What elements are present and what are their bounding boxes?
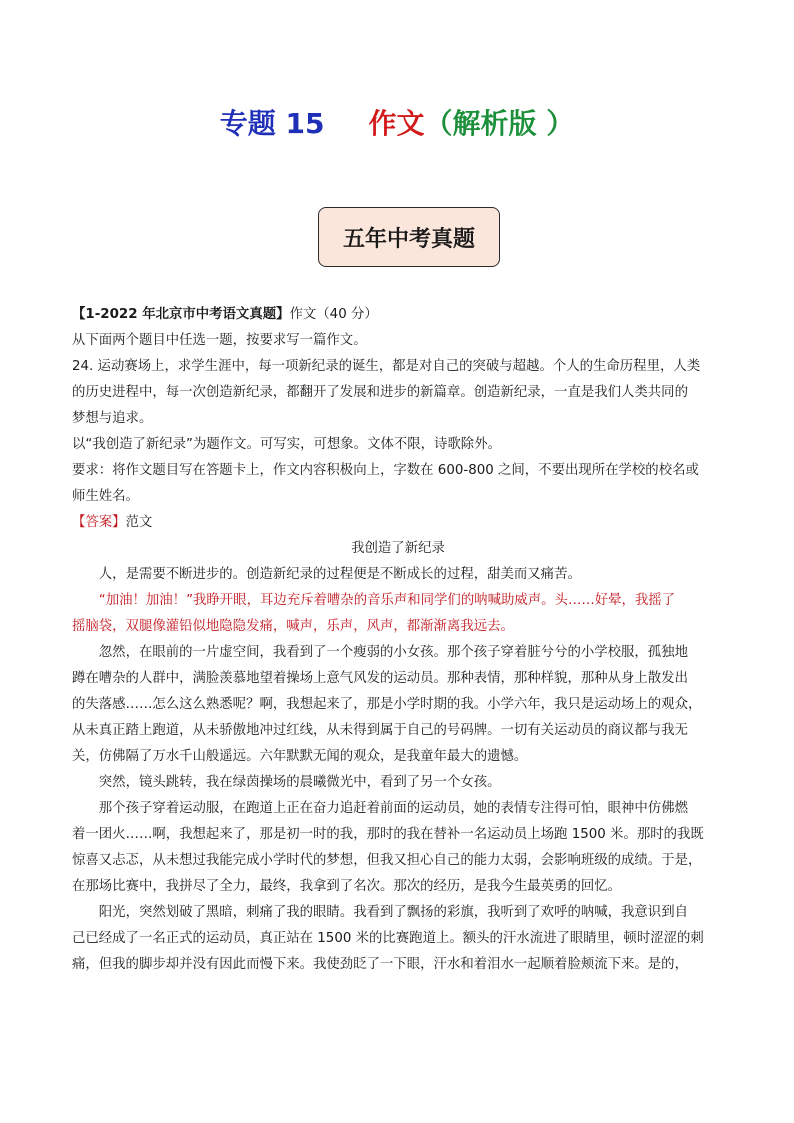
essay-line: 痛，但我的脚步却并没有因此而慢下来。我使劲眨了一下眼，汗水和着泪水一起顺着脸颊流下来。是的， <box>72 957 688 972</box>
title-topic-number: 专题 15 <box>219 107 325 140</box>
essay-line: 从未真正踏上跑道，从未骄傲地冲过红线，从未得到属于自己的号码牌。一切有关运动员的商议都与我无 <box>72 723 688 738</box>
question-instruction: 从下面两个题目中任选一题，按要求写一篇作文。 <box>72 333 367 348</box>
question-header <box>72 302 724 328</box>
essay-paragraph-5 <box>72 796 724 900</box>
page-title <box>0 104 794 144</box>
essay-line: 蹲在嘈杂的人群中，满脸羡慕地望着操场上意气风发的运动员。那种表情，那种样貌，那种从身上散发出 <box>72 671 688 686</box>
requirement-line: 师生姓名。 <box>72 489 139 504</box>
essay-title: 我创造了新纪录 <box>351 541 445 556</box>
essay-line: 惊喜又忐忑，从未想过我能完成小学时代的梦想，但我又担心自己的能力太弱，会影响班级的成绩。于是， <box>72 853 702 868</box>
question-source: 1-2022 年北京市中考语文真题 <box>85 307 277 322</box>
question-label: 作文（40 分） <box>289 307 378 322</box>
title-subject: 作文 <box>368 107 425 140</box>
essay-line: 摇脑袋，双腿像灌铅似地隐隐发痛，喊声，乐声，风声，都渐渐离我远去。 <box>72 619 514 634</box>
essay-line: 人，是需要不断进步的。创造新纪录的过程便是不断成长的过程，甜美而又痛苦。 <box>98 567 581 582</box>
essay-paragraph-4 <box>72 770 724 796</box>
essay-line: 突然，镜头跳转，我在绿茵操场的晨曦微光中，看到了另一个女孩。 <box>98 775 501 790</box>
prompt-line: 24. 运动赛场上，求学生涯中，每一项新纪录的诞生，都是对自己的突破与超越。个人的生命历程里，人类 <box>72 359 701 374</box>
answer-header <box>72 510 724 536</box>
essay-line: 忽然，在眼前的一片虚空间，我看到了一个瘦弱的小女孩。那个孩子穿着脏兮兮的小学校服，孤独地 <box>98 645 688 660</box>
essay-line: 己已经成了一名正式的运动员，真正站在 1500 米的比赛跑道上。额头的汗水流进了眼睛里，顿时涩涩的刺 <box>72 931 704 946</box>
essay-paragraph-1 <box>72 562 724 588</box>
essay-line: 那个孩子穿着运动服，在跑道上正在奋力追赶着前面的运动员，她的表情专注得可怕，眼神中仿佛燃 <box>98 801 688 816</box>
prompt-line: 梦想与追求。 <box>72 411 153 426</box>
source-bracket-close: 】 <box>276 307 290 322</box>
answer-tag: 【答案】 <box>72 515 126 530</box>
title-edition: （解析版 ） <box>424 107 575 140</box>
section-banner-label: 五年中考真题 <box>342 225 475 252</box>
prompt-line: 的历史进程中，每一次创造新纪录，都翻开了发展和进步的新篇章。创造新纪录，一直是我们人类共同的 <box>72 385 688 400</box>
essay-paragraph-3 <box>72 640 724 770</box>
answer-label: 范文 <box>125 515 153 530</box>
essay-line: 在那场比赛中，我拼尽了全力，最终，我拿到了名次。那次的经历，是我今生最英勇的回忆。 <box>72 879 622 894</box>
essay-line: 着一团火……啊，我想起来了，那是初一时的我，那时的我在替补一名运动员上场跑 1500 米。那时的我既 <box>72 827 704 842</box>
essay-line: 阳光，突然划破了黑暗，刺痛了我的眼睛。我看到了飘扬的彩旗，我听到了欢呼的呐喊，我意识到自 <box>98 905 688 920</box>
essay-paragraph-6 <box>72 900 724 978</box>
essay-topic: 以“我创造了新纪录”为题作文。可写实，可想象。文体不限，诗歌除外。 <box>72 437 501 452</box>
essay-line: 的失落感……怎么这么熟悉呢？啊，我想起来了，那是小学时期的我。小学六年，我只是运动场上的观众， <box>72 697 702 712</box>
essay-line: “加油！加油！”我睁开眼，耳边充斥着嘈杂的音乐声和同学们的呐喊助威声。头……好晕，我摇了 <box>98 593 676 608</box>
essay-paragraph-2 <box>72 588 724 640</box>
essay-line: 关，仿佛隔了万水千山般遥远。六年默默无闻的观众，是我童年最大的遗憾。 <box>72 749 528 764</box>
source-bracket-open: 【 <box>72 307 86 322</box>
section-banner <box>318 207 500 267</box>
document-body <box>72 302 724 978</box>
requirement-line: 要求：将作文题目写在答题卡上，作文内容积极向上，字数在 600-800 之间，不要出现所在学校的校名或 <box>72 463 699 478</box>
